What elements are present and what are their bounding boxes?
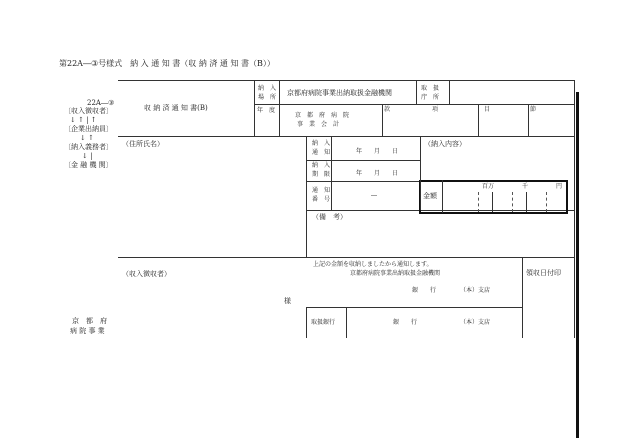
unit-thousand: 千: [522, 183, 529, 190]
flow-line: 〔企業出納員〕: [64, 125, 113, 133]
unit-yen: 円: [556, 183, 563, 190]
address-name-label: （住所氏名）: [122, 140, 164, 148]
grid-line: [118, 136, 574, 137]
border-top: [118, 80, 574, 81]
remarks-label: （備 考）: [312, 213, 347, 221]
flow-line: ↓ ↑ | ↑: [70, 116, 97, 124]
payment-place-label: 納 入 場 所: [258, 85, 277, 101]
grid-line: [522, 257, 523, 338]
grid-line: [442, 180, 443, 213]
grid-line: [254, 104, 574, 105]
digit-separator: [546, 192, 547, 212]
bank2-label: 銀 行: [393, 319, 418, 326]
flow-line: ↓ |: [82, 152, 93, 160]
flow-line: ↓ ↑: [80, 134, 94, 142]
receipt-stamp-label: 領収日付印: [526, 269, 561, 277]
org-name-line2: 病 院 事 業: [70, 327, 105, 335]
flow-line: 〔納入義務者〕: [64, 143, 113, 151]
account-line2: 事 業 会 計: [297, 121, 340, 128]
org-name-line1: 京 都 府: [72, 317, 107, 325]
grid-line: [279, 80, 280, 136]
grid-line: [306, 307, 522, 308]
setsu-label: 節: [530, 106, 537, 113]
document-name: 収 納 済 通 知 書(B): [144, 104, 208, 112]
kan-label: 款: [384, 106, 391, 113]
flow-diagram: [64, 107, 113, 170]
form-title: 第22A―③号様式 納 入 通 知 書（収 納 済 通 知 書（B））: [59, 59, 275, 68]
notice-label: 納 入 通 知: [312, 140, 331, 156]
grid-line: [420, 136, 421, 210]
grid-line: [306, 181, 420, 182]
receiving-bank-label: 取扱銀行: [311, 319, 336, 326]
kou-label: 項: [432, 106, 439, 113]
moku-label: 目: [484, 106, 491, 113]
grid-line: [416, 80, 417, 104]
collector-label: （収入徴収者）: [122, 270, 171, 278]
notice-number-value: ―: [371, 192, 377, 199]
grid-line: [306, 210, 574, 211]
digit-separator: [478, 192, 479, 212]
notice-number-label: 通 知 番 号: [312, 187, 331, 203]
received-agency: 京都府病院事業出納取扱金融機関: [350, 270, 441, 277]
handling-office-label: 取 扱 庁 所: [421, 85, 440, 101]
amount-label: 金額: [423, 192, 437, 200]
digit-separator: [512, 192, 513, 212]
account-line1: 京 都 府 病 院: [295, 112, 350, 119]
deadline-date: 年 月 日: [356, 170, 399, 177]
digit-separator: [526, 192, 527, 212]
amount-box-right: [566, 180, 568, 214]
tear-edge: [576, 92, 579, 438]
bank-label: 銀 行: [412, 287, 437, 294]
notice-date: 年 月 日: [356, 148, 399, 155]
received-message: 上記の金額を収納しましたから通知します。: [313, 261, 433, 268]
fiscal-year-label: 年 度: [257, 107, 276, 114]
grid-line: [254, 80, 255, 136]
border-right: [574, 80, 575, 338]
grid-line: [118, 257, 574, 258]
grid-line: [306, 136, 307, 257]
grid-line: [382, 104, 383, 136]
unit-million: 百万: [482, 183, 495, 190]
grid-line: [528, 104, 529, 136]
honorific: 様: [284, 297, 291, 305]
grid-line: [346, 307, 347, 338]
grid-line: [331, 136, 332, 210]
grid-line: [478, 104, 479, 136]
form-code: 22A―③: [87, 99, 115, 107]
grid-line: [306, 307, 307, 338]
deadline-label: 納 入 期 限: [312, 162, 331, 178]
agency-name: 京都府病院事業出納取扱金融機関: [287, 89, 392, 97]
flow-line: 〔収入徴収者〕: [64, 107, 113, 115]
grid-line: [449, 80, 450, 104]
branch-label: （本）支店: [460, 287, 491, 294]
flow-line: 〔金 融 機 関〕: [64, 161, 113, 169]
payment-content-label: （納入内容）: [424, 140, 466, 148]
digit-separator: [492, 192, 493, 212]
branch2-label: （本）支店: [460, 319, 491, 326]
